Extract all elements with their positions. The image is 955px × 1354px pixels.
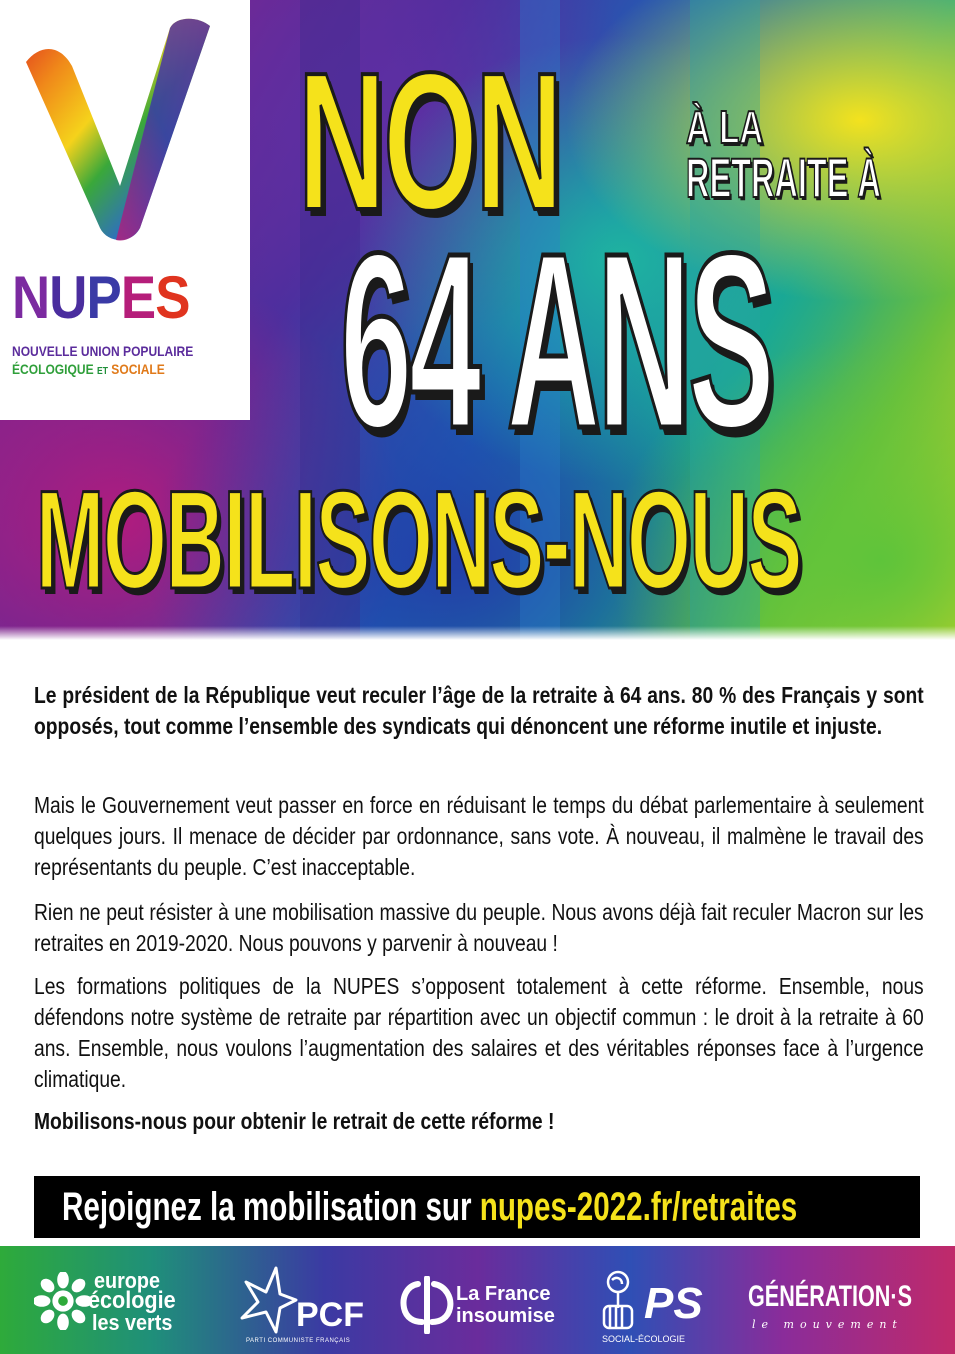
eelv-line3: les verts [92,1310,173,1335]
phi-icon [400,1276,454,1334]
generations-label: GÉNÉRATION·S [748,1280,913,1313]
hero-banner [0,0,955,640]
generations-logo [748,1246,938,1354]
ps-subtitle: SOCIAL-ÉCOLOGIE [602,1334,686,1344]
headline-a-la: À LA [686,101,764,153]
eelv-line1: europe [94,1268,161,1293]
cta-bar [34,1176,920,1238]
paragraph-intro: Le président de la République veut reculer l’âge de la retraite à 64 ans. 80 % des Français y sont opposés, tout comme l’ensemble des syndicats qui dénoncent une réforme inutile et injuste. [34,682,924,739]
paragraph-call: Mobilisons-nous pour obtenir le retrait de cette réforme ! [34,1108,555,1134]
eelv-logo [30,1246,200,1354]
paragraph-government: Mais le Gouvernement veut passer en force en réduisant le temps du débat parlementaire à seulement quelques jours. Il menace de décider par ordonnance, sans vote. À nouveau, il malmène le travail des représentants du peuple. C’est inacceptable. [34,792,924,880]
partner-footer [0,1246,955,1354]
headline-mobilisons: MOBILISONS-NOUS [36,461,802,618]
nupes-wordmark: NUPES [12,264,190,331]
lfi-line2: insoumise [456,1305,555,1327]
star-outline-icon [236,1264,298,1334]
generations-subtitle: le mouvement [752,1318,903,1331]
lfi-line1: La France [456,1283,551,1305]
paragraph-nupes: Les formations politiques de la NUPES s’opposent totalement à cette réforme. Ensemble, nous défendons notre système de retraite par répartition avec un objectif commun : le droit à la retraite à 60 ans. Ensemble, nous voulons l’augmentation des salaires et des véritables réponses face à l’urgence climatique. [34,973,924,1092]
headline-retraite: RETRAITE À [686,146,881,209]
lfi-logo [398,1246,578,1354]
nupes-subtitle: NOUVELLE UNION POPULAIRE [12,343,194,359]
pcf-subtitle: PARTI COMMUNISTE FRANÇAIS [246,1338,351,1344]
ps-logo [596,1246,706,1354]
ps-label: PS [644,1279,703,1328]
cta-link[interactable]: nupes-2022.fr/retraites [479,1185,798,1229]
rose-fist-icon [596,1268,642,1332]
headline-64-ans: 64 ANS [340,201,772,480]
sunflower-star-icon [34,1272,92,1330]
cta-label: Rejoignez la mobilisation sur [62,1185,480,1229]
pcf-logo [236,1246,376,1354]
paragraph-mobilisation: Rien ne peut résister à une mobilisation massive du peuple. Nous avons déjà fait reculer Macron sur les retraites en 2019-2020. Nous pouvons y parvenir à nouveau ! [34,899,924,956]
cta-text [62,1187,797,1227]
nupes-logo [0,0,250,420]
eelv-line2: écologie [88,1287,176,1314]
nupes-v-icon [20,14,220,244]
nupes-subtitle-2: ÉCOLOGIQUE ET SOCIALE [12,361,165,377]
headline-non: NON [298,32,561,251]
pcf-label: PCF [296,1296,364,1334]
